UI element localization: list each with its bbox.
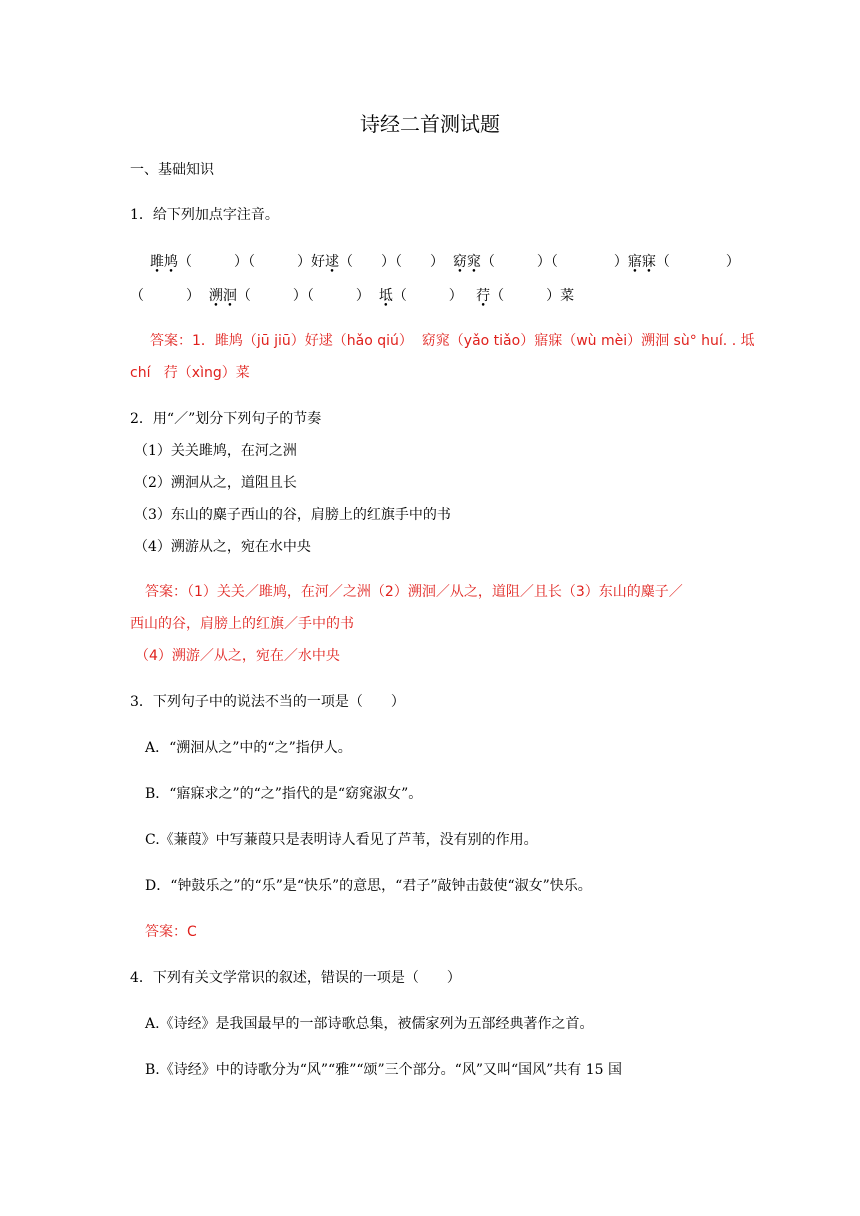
section-heading: 一、基础知识 <box>130 162 214 178</box>
page-title: 诗经二首测试题 <box>360 112 500 136</box>
dotted-char: 洄 <box>222 288 237 304</box>
question-3-option-b: B．“寤寐求之”的“之”指代的是“窈窕淑女”。 <box>145 786 423 802</box>
question-3-option-a: A．“溯洄从之”中的“之”指伊人。 <box>145 740 352 756</box>
dotted-char: 鸠 <box>164 254 178 270</box>
answer-2-line-2: 西山的谷，肩膀上的红旗／手中的书 <box>130 616 354 632</box>
dotted-char: 寤 <box>627 254 642 270</box>
answer-2-line-1: 答案：（1）关关／雎鸠，在河／之洲（2）溯洄／从之，道阻／且长（3）东山的麋子／ <box>145 584 683 600</box>
question-4-stem: 4．下列有关文学常识的叙述，错误的一项是（ ） <box>130 970 461 986</box>
answer-1-line-2: chí 荇（xìng）菜 <box>130 365 250 381</box>
blank-text: （ ） <box>392 288 463 304</box>
question-2-stem: 2．用“／”划分下列句子的节奏 <box>130 411 322 427</box>
dotted-char: 窈 <box>452 254 467 270</box>
dotted-char: 坻 <box>378 288 393 304</box>
blank-text: （ ）（ ）好 <box>178 254 325 270</box>
dotted-char: 寐 <box>641 254 656 270</box>
question-2-item: （1）关关雎鸠，在河之洲 <box>134 443 297 459</box>
dotted-char: 荇 <box>476 288 491 304</box>
question-2-item: （3）东山的麋子西山的谷，肩膀上的红旗手中的书 <box>134 507 451 523</box>
question-1-row-2 <box>130 286 574 306</box>
question-4-option-a: A.《诗经》是我国最早的一部诗歌总集，被儒家列为五部经典著作之首。 <box>145 1016 594 1032</box>
blank-text: （ ） <box>655 254 740 270</box>
dotted-char: 逑 <box>325 254 339 270</box>
blank-text: （ ）（ ） <box>236 288 370 304</box>
question-4-option-b: B.《诗经》中的诗歌分为“风”“雅”“颂”三个部分。“风”又叫“国风”共有 15 国 <box>145 1062 623 1078</box>
dotted-char: 雎 <box>150 254 164 270</box>
question-3-stem: 3．下列句子中的说法不当的一项是（ ） <box>130 694 405 710</box>
answer-3: 答案：C <box>145 924 197 940</box>
dotted-char: 溯 <box>208 288 223 304</box>
blank-text: （ ）（ ） <box>480 254 628 270</box>
question-1-stem: 1．给下列加点字注音。 <box>130 207 279 223</box>
answer-2-line-3: （4）溯游／从之，宛在／水中央 <box>135 648 340 664</box>
question-1-row-1 <box>150 252 740 272</box>
question-3-option-c: C.《蒹葭》中写蒹葭只是表明诗人看见了芦苇，没有别的作用。 <box>145 832 538 848</box>
question-2-item: （4）溯游从之，宛在水中央 <box>134 539 311 555</box>
question-3-option-d: D．“钟鼓乐之”的“乐”是“快乐”的意思，“君子”敲钟击鼓使“淑女”快乐。 <box>145 878 592 894</box>
answer-1-line-1: 答案：1．雎鸠（jū jiū）好逑（hǎo qiú） 窈窕（yǎo tiǎo）寤寐（wù mèi）溯洄 sù° huí. . 坻 <box>150 333 755 349</box>
blank-text: （ ）菜 <box>490 288 575 304</box>
blank-text: （ ） <box>130 288 200 304</box>
question-2-item: （2）溯洄从之，道阻且长 <box>134 475 297 491</box>
dotted-char: 窕 <box>466 254 481 270</box>
blank-text: （ ）（ ） <box>339 254 444 270</box>
